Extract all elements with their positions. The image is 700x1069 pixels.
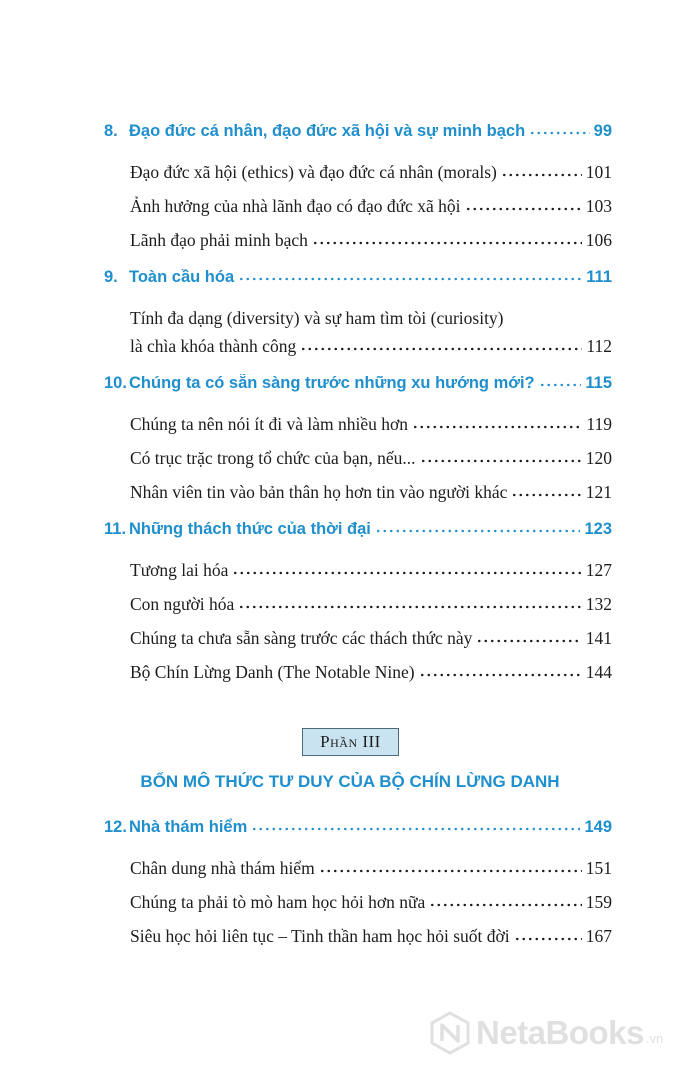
toc-entry-line	[130, 308, 612, 329]
toc-entry	[130, 858, 612, 879]
chapter-12-heading	[104, 818, 612, 837]
toc-entry	[130, 196, 612, 217]
chapter-11-heading	[104, 520, 612, 539]
page-number: 151	[585, 858, 612, 878]
chapter-number: 11.	[104, 520, 127, 538]
page-number: 101	[585, 162, 612, 182]
chapter-title: Chúng ta có sẵn sàng trước những xu hướng mới?	[129, 374, 535, 392]
page-number: 99	[593, 122, 612, 140]
page-number: 167	[585, 926, 612, 946]
toc-entry	[130, 230, 612, 251]
page-number: 123	[584, 520, 612, 538]
page-number: 144	[585, 662, 612, 682]
entry-title: Ảnh hưởng của nhà lãnh đạo có đạo đức xã hội	[130, 196, 461, 216]
toc-entry	[130, 926, 612, 947]
dot-leader	[412, 425, 582, 429]
chapter-title: Nhà thám hiểm	[129, 818, 248, 836]
chapter-number: 10.	[104, 374, 127, 392]
dot-leader	[232, 571, 581, 575]
part-title: BỐN MÔ THỨC TƯ DUY CỦA BỘ CHÍN LỪNG DANH	[140, 772, 560, 791]
part-label-box	[302, 728, 399, 756]
entry-title: Chúng ta chưa sẵn sàng trước các thách thức này	[130, 628, 473, 648]
dot-leader	[300, 347, 582, 351]
page-number: 111	[586, 268, 612, 286]
dot-leader	[476, 639, 581, 643]
page-number: 115	[585, 374, 612, 392]
dot-leader	[539, 383, 582, 387]
watermark-suffix: .vn	[645, 1031, 664, 1046]
dot-leader	[251, 827, 580, 831]
dot-leader	[465, 207, 582, 211]
page-number: 149	[584, 818, 612, 836]
page-number: 103	[585, 196, 612, 216]
toc-entry	[130, 336, 612, 357]
netabooks-logo-icon	[428, 1011, 472, 1055]
dot-leader	[511, 493, 581, 497]
dot-leader	[514, 937, 582, 941]
entry-title: Lãnh đạo phải minh bạch	[130, 230, 308, 250]
page-number: 120	[585, 448, 612, 468]
entry-title-line1: Tính đa dạng (diversity) và sự ham tìm tòi (curiosity)	[130, 308, 504, 328]
toc-entry	[130, 414, 612, 435]
page-number: 127	[585, 560, 612, 580]
entry-title: Có trục trặc trong tổ chức của bạn, nếu...	[130, 448, 416, 468]
page-number: 121	[585, 482, 612, 502]
dot-leader	[529, 131, 589, 135]
dot-leader	[238, 605, 581, 609]
toc-entry	[130, 892, 612, 913]
entry-title: Chân dung nhà thám hiểm	[130, 858, 315, 878]
chapter-number: 8.	[104, 122, 118, 140]
toc-entry	[130, 594, 612, 615]
entry-title: là chìa khóa thành công	[130, 336, 297, 356]
entry-title: Chúng ta nên nói ít đi và làm nhiều hơn	[130, 414, 409, 434]
chapter-title: Toàn cầu hóa	[129, 268, 235, 286]
entry-title: Bộ Chín Lừng Danh (The Notable Nine)	[130, 662, 415, 682]
chapter-number: 9.	[104, 268, 118, 286]
dot-leader	[375, 529, 581, 533]
page-number: 106	[585, 230, 612, 250]
page-number: 119	[586, 414, 612, 434]
dot-leader	[429, 903, 581, 907]
dot-leader	[419, 673, 582, 677]
dot-leader	[238, 277, 582, 281]
dot-leader	[319, 869, 582, 873]
chapter-10-heading	[104, 374, 612, 393]
toc-entry	[130, 482, 612, 503]
dot-leader	[312, 241, 582, 245]
chapter-8-heading	[104, 122, 612, 141]
toc-entry	[130, 560, 612, 581]
toc-entry	[130, 628, 612, 649]
entry-title: Nhân viên tin vào bản thân họ hơn tin vào người khác	[130, 482, 508, 502]
toc-entry	[130, 662, 612, 683]
page-number: 141	[585, 628, 612, 648]
chapter-number: 12.	[104, 818, 127, 836]
part-label: Phần III	[320, 732, 381, 751]
entry-title: Đạo đức xã hội (ethics) và đạo đức cá nhân (morals)	[130, 162, 497, 182]
entry-title: Siêu học hỏi liên tục – Tinh thần ham học hỏi suốt đời	[130, 926, 510, 946]
chapter-9-heading	[104, 268, 612, 287]
entry-title: Con người hóa	[130, 594, 235, 614]
entry-title: Chúng ta phải tò mò ham học hỏi hơn nữa	[130, 892, 426, 912]
page-number: 159	[585, 892, 612, 912]
dot-leader	[501, 173, 582, 177]
toc-entry	[130, 162, 612, 183]
chapter-title: Những thách thức của thời đại	[129, 520, 371, 538]
entry-title: Tương lai hóa	[130, 560, 229, 580]
toc-entry	[130, 448, 612, 469]
page-number: 132	[585, 594, 612, 614]
chapter-title: Đạo đức cá nhân, đạo đức xã hội và sự minh bạch	[129, 122, 526, 140]
watermark-text: NetaBooks	[476, 1014, 644, 1051]
page-number: 112	[586, 336, 612, 356]
netabooks-watermark	[428, 1008, 700, 1058]
dot-leader	[420, 459, 582, 463]
